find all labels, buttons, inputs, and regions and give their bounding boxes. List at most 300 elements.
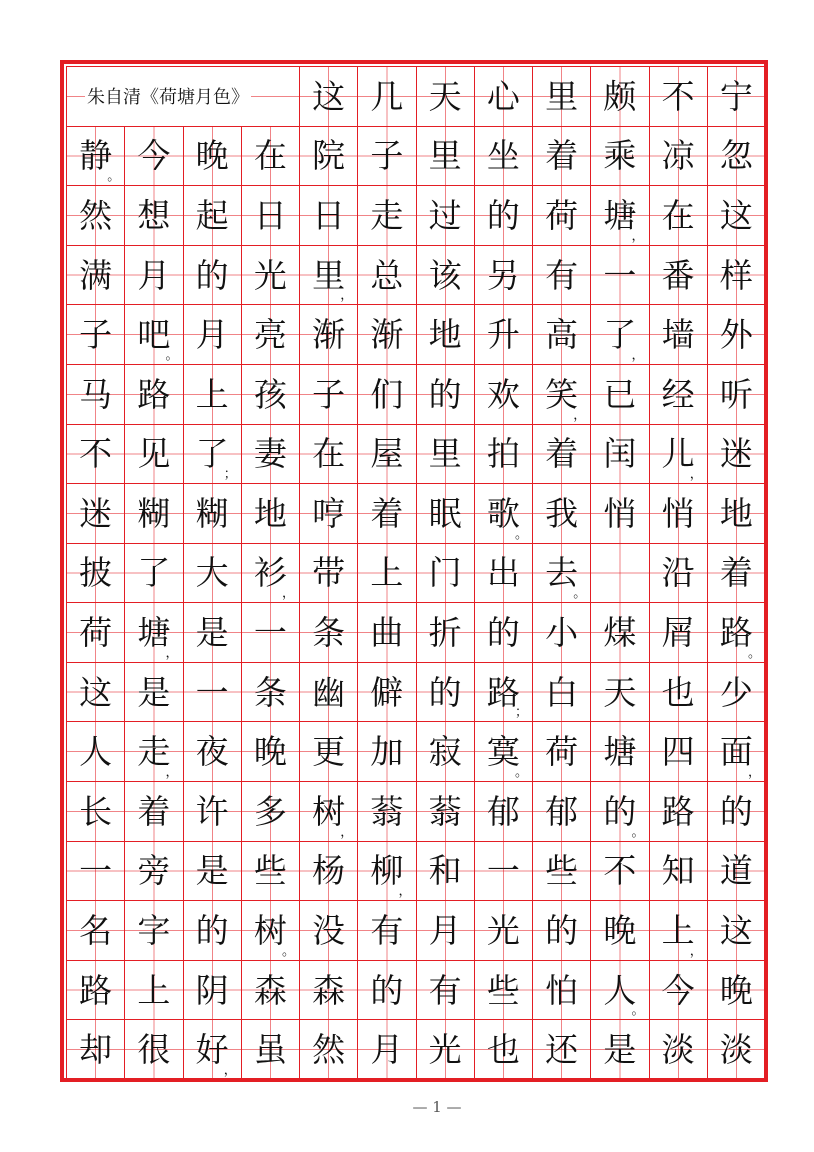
grid-cell [358,842,416,902]
grid-cell [242,961,300,1021]
grid-cell [708,305,766,365]
character: 条 [312,613,346,653]
character: 煤 [603,613,637,653]
character: 颇 [603,76,637,116]
character: 有 [428,970,462,1010]
character: 门 [428,553,462,593]
grid-cell [125,484,183,544]
grid-cell [184,425,242,485]
grid-cell [300,127,358,187]
grid-cell [650,663,708,723]
copybook-sheet [60,60,768,1082]
character: 人 [603,970,637,1010]
grid-cell [184,365,242,425]
grid-cell [300,961,358,1021]
grid-cell [417,305,475,365]
grid-cell [650,186,708,246]
grid-cell [358,663,416,723]
character: 字 [137,911,171,951]
grid-cell [475,186,533,246]
character: 荷 [545,195,579,235]
grid-cell [417,67,475,127]
grid-cell [242,425,300,485]
grid-cell [242,722,300,782]
grid-cell [300,544,358,604]
character: 淡 [661,1030,695,1070]
grid-cell [533,961,591,1021]
character: 晚 [603,911,637,951]
character: 凉 [661,136,695,176]
character: 然 [312,1030,346,1070]
character: 迷 [719,434,753,474]
punctuation-mark: ， [631,228,645,244]
grid-cell [125,186,183,246]
grid-cell [125,544,183,604]
character: 了 [603,315,637,355]
grid-cell [300,425,358,485]
grid-cell [67,722,125,782]
grid-cell [591,663,649,723]
grid-cell [708,901,766,961]
character: 悄 [603,493,637,533]
character: 有 [545,255,579,295]
character: 的 [195,911,229,951]
grid-cell [242,127,300,187]
character: 起 [195,195,229,235]
grid-cell [533,842,591,902]
character: 在 [312,434,346,474]
character: 荷 [545,732,579,772]
character: 天 [603,672,637,712]
grid-cell [417,425,475,485]
character: 是 [195,851,229,891]
character: 许 [195,791,229,831]
character: 带 [312,553,346,593]
grid-cell [533,782,591,842]
poem-title-cell [67,67,300,127]
grid-cell [300,484,358,544]
character: 出 [486,553,520,593]
character: 在 [661,195,695,235]
grid-cell [708,186,766,246]
character: 这 [79,672,113,712]
punctuation-mark: ， [165,645,179,661]
grid-cell [125,603,183,663]
grid-cell [708,544,766,604]
grid-cell [417,544,475,604]
grid-cell [591,186,649,246]
character: 的 [719,791,753,831]
punctuation-mark: 。 [165,347,179,363]
character: 孩 [253,374,287,414]
grid-cell [358,484,416,544]
character: 月 [137,255,171,295]
character: 我 [545,493,579,533]
character: 上 [195,374,229,414]
character: 闰 [603,434,637,474]
character: 然 [79,195,113,235]
grid-cell [475,782,533,842]
grid-cell [475,484,533,544]
character: 番 [661,255,695,295]
character: 夜 [195,732,229,772]
grid-cell [125,842,183,902]
grid-cell [591,544,649,604]
character: 着 [545,434,579,474]
character: 里 [428,434,462,474]
character: 森 [253,970,287,1010]
character: 虽 [253,1030,287,1070]
grid-cell [591,246,649,306]
poem-title: 朱自清《荷塘月色》 [85,83,251,109]
punctuation-mark: 。 [747,645,761,661]
character: 好 [195,1030,229,1070]
grid-cell [708,842,766,902]
grid-cell [533,365,591,425]
character: 月 [428,911,462,951]
page-number: — 1 — [412,1098,462,1116]
grid-cell [184,186,242,246]
character: 一 [79,851,113,891]
character: 人 [79,732,113,772]
character: 这 [719,195,753,235]
grid-cell [650,544,708,604]
grid-cell [300,365,358,425]
grid-cell [300,1020,358,1080]
character: 里 [545,76,579,116]
character: 里 [312,255,346,295]
character: 没 [312,911,346,951]
grid-cell [417,782,475,842]
punctuation-mark: ， [398,884,412,900]
character: 幽 [312,672,346,712]
punctuation-mark: ， [340,824,354,840]
grid-cell [242,1020,300,1080]
grid-cell [650,782,708,842]
character: 满 [79,255,113,295]
grid-cell [650,961,708,1021]
grid-cell [591,901,649,961]
grid-cell [708,782,766,842]
punctuation-mark: 。 [631,1003,645,1019]
grid-cell [184,603,242,663]
character: 心 [486,76,520,116]
character: 不 [603,851,637,891]
grid-cell [475,722,533,782]
character: 曲 [370,613,404,653]
grid-cell [591,961,649,1021]
grid-cell [184,127,242,187]
punctuation-mark: ； [223,467,237,483]
character: 荷 [79,613,113,653]
grid-cell [125,961,183,1021]
grid-cell [650,722,708,782]
grid-cell [417,603,475,663]
character: 郁 [545,791,579,831]
grid-cell [533,305,591,365]
character: 是 [137,672,171,712]
grid-cell [242,365,300,425]
grid-cell [475,961,533,1021]
grid-cell [358,127,416,187]
punctuation-mark: ， [340,288,354,304]
grid-cell [417,961,475,1021]
grid-cell [67,901,125,961]
punctuation-mark: ， [631,347,645,363]
grid-cell [358,603,416,663]
character: 笑 [545,374,579,414]
character: 四 [661,732,695,772]
grid-cell [125,425,183,485]
character: 的 [428,374,462,414]
grid-cell [591,484,649,544]
character: 子 [312,374,346,414]
punctuation-mark: ， [223,1062,237,1078]
character: 塘 [603,195,637,235]
character: 路 [486,672,520,712]
grid-cell [300,842,358,902]
character: 披 [79,553,113,593]
grid-cell [184,782,242,842]
character: 条 [253,672,287,712]
character: 名 [79,911,113,951]
character: 听 [719,374,753,414]
character: 小 [545,613,579,653]
grid-cell [358,425,416,485]
character: 道 [719,851,753,891]
grid-cell [67,544,125,604]
punctuation-mark: ； [514,705,528,721]
grid-cell [533,127,591,187]
character: 路 [79,970,113,1010]
grid-cell [242,663,300,723]
character: 塘 [603,732,637,772]
character: 着 [545,136,579,176]
character: 塘 [137,613,171,653]
grid-cell [591,305,649,365]
character: 是 [603,1030,637,1070]
character: 过 [428,195,462,235]
character: 想 [137,195,171,235]
grid-cell [67,127,125,187]
character: 旁 [137,851,171,891]
grid-cell [125,782,183,842]
grid-cell [67,365,125,425]
grid-cell [591,603,649,663]
character: 升 [486,315,520,355]
grid-cell [300,603,358,663]
character: 天 [428,76,462,116]
character: 不 [79,434,113,474]
character: 也 [486,1030,520,1070]
punctuation-mark: ， [573,407,587,423]
character: 一 [253,613,287,653]
character: 多 [253,791,287,831]
grid-cell [650,901,708,961]
grid-cell [67,961,125,1021]
character: 是 [195,613,229,653]
punctuation-mark: 。 [281,943,295,959]
grid-cell [184,305,242,365]
grid-cell [184,484,242,544]
grid-cell [475,305,533,365]
grid-cell [358,1020,416,1080]
character: 的 [195,255,229,295]
grid-cell [242,782,300,842]
grid-cell [591,67,649,127]
grid-cell [417,842,475,902]
character: 些 [253,851,287,891]
character: 日 [312,195,346,235]
character: 样 [719,255,753,295]
grid-cell [591,425,649,485]
grid-cell [708,425,766,485]
grid-cell [67,305,125,365]
character: 也 [661,672,695,712]
grid-cell [184,544,242,604]
character: 面 [719,732,753,772]
grid-cell [475,842,533,902]
grid-cell [591,127,649,187]
grid-cell [300,782,358,842]
grid-cell [184,246,242,306]
grid-cell [67,246,125,306]
grid-cell [125,663,183,723]
punctuation-mark: ， [281,586,295,602]
character: 亮 [253,315,287,355]
character: 糊 [195,493,229,533]
grid-cell [125,365,183,425]
tianzige-grid [66,66,766,1080]
character: 这 [312,76,346,116]
character: 很 [137,1030,171,1070]
grid-cell [708,603,766,663]
grid-cell [184,663,242,723]
character: 知 [661,851,695,891]
character: 在 [253,136,287,176]
character: 的 [486,613,520,653]
grid-cell [475,246,533,306]
grid-cell [358,782,416,842]
grid-cell [417,246,475,306]
grid-cell [300,305,358,365]
character: 的 [486,195,520,235]
character: 阴 [195,970,229,1010]
grid-cell [650,1020,708,1080]
punctuation-mark: ， [747,765,761,781]
character: 杨 [312,851,346,891]
character: 森 [312,970,346,1010]
grid-cell [650,305,708,365]
character: 大 [195,553,229,593]
character: 屑 [661,613,695,653]
character: 的 [603,791,637,831]
character: 见 [137,434,171,474]
character: 蓊 [370,791,404,831]
character: 些 [545,851,579,891]
grid-cell [125,1020,183,1080]
grid-cell [125,246,183,306]
character: 子 [79,315,113,355]
character: 总 [370,255,404,295]
character: 去 [545,553,579,593]
grid-cell [417,722,475,782]
grid-cell [184,1020,242,1080]
character: 光 [253,255,287,295]
grid-cell [184,842,242,902]
grid-cell [533,663,591,723]
character: 哼 [312,493,346,533]
punctuation-mark: 。 [514,526,528,542]
grid-cell [125,722,183,782]
grid-cell [708,365,766,425]
grid-cell [591,365,649,425]
character: 马 [79,374,113,414]
character: 加 [370,732,404,772]
grid-cell [358,901,416,961]
character: 路 [137,374,171,414]
character: 渐 [370,315,404,355]
grid-cell [475,425,533,485]
grid-cell [650,842,708,902]
character: 的 [428,672,462,712]
grid-cell [300,722,358,782]
character: 蓊 [428,791,462,831]
character: 外 [719,315,753,355]
character: 柳 [370,851,404,891]
grid-cell [67,842,125,902]
grid-cell [591,1020,649,1080]
character: 还 [545,1030,579,1070]
grid-cell [242,901,300,961]
character: 折 [428,613,462,653]
character: 屋 [370,434,404,474]
grid-cell [708,722,766,782]
character: 树 [312,791,346,831]
grid-cell [533,425,591,485]
grid-cell [708,67,766,127]
character: 的 [370,970,404,1010]
grid-cell [708,961,766,1021]
grid-cell [67,782,125,842]
character: 今 [137,136,171,176]
grid-cell [184,901,242,961]
grid-cell [475,1020,533,1080]
character: 子 [370,136,404,176]
character: 静 [79,136,113,176]
character: 地 [428,315,462,355]
grid-cell [242,544,300,604]
character: 上 [370,553,404,593]
grid-cell [358,305,416,365]
grid-cell [242,186,300,246]
character: 院 [312,136,346,176]
grid-cell [533,484,591,544]
character: 妻 [253,434,287,474]
grid-cell [708,663,766,723]
character: 郁 [486,791,520,831]
grid-cell [184,722,242,782]
grid-cell [125,305,183,365]
character: 光 [428,1030,462,1070]
grid-cell [242,842,300,902]
punctuation-mark: 。 [573,586,587,602]
character: 另 [486,255,520,295]
punctuation-mark: ， [689,467,703,483]
character: 走 [370,195,404,235]
punctuation-mark: 。 [631,824,645,840]
character: 了 [195,434,229,474]
